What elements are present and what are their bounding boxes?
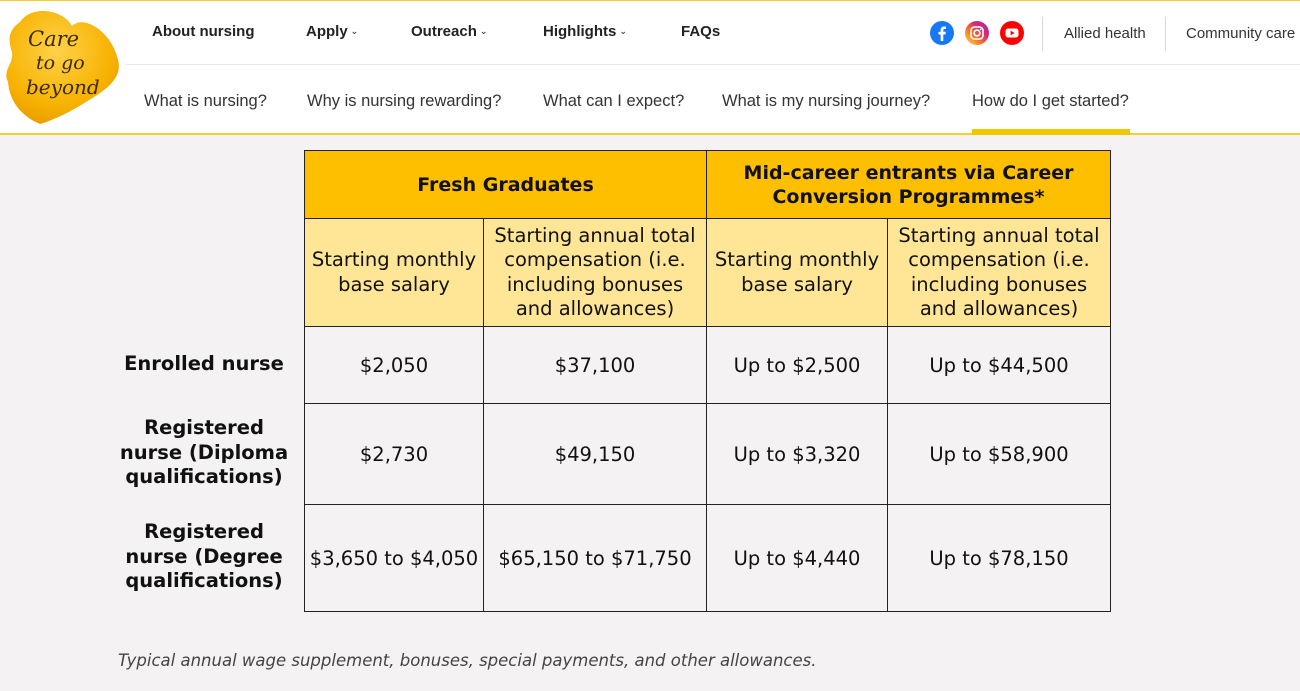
table-cell: $65,150 to $71,750 (484, 505, 707, 612)
nav-highlights-label: Highlights (543, 23, 617, 40)
table-cell: Up to $2,500 (707, 327, 888, 404)
table-cell: Up to $4,440 (707, 505, 888, 612)
nav-highlights[interactable] (543, 23, 627, 40)
nav-about-nursing[interactable] (152, 23, 254, 40)
nav-apply[interactable] (306, 23, 358, 40)
table-row (305, 327, 1111, 404)
mid-career-header: Mid-career entrants via Career Conversion Programmes* (707, 151, 1111, 219)
logo-text-line3: beyond (26, 75, 100, 99)
footnote-text: Typical annual wage supplement, bonuses, special payments, and other allowances. (118, 651, 817, 670)
subnav-nursing-journey[interactable]: What is my nursing journey? (722, 92, 931, 110)
community-care-link[interactable]: Community care (1186, 25, 1296, 42)
header-divider (126, 64, 1300, 65)
instagram-icon[interactable] (965, 21, 989, 45)
table-group-header-row (305, 151, 1111, 219)
subnav-what-is-nursing[interactable]: What is nursing? (144, 92, 267, 110)
header-separator (1165, 17, 1166, 51)
table-cell: $37,100 (484, 327, 707, 404)
header-separator (1042, 17, 1043, 51)
logo-text-line2: to go (36, 52, 85, 74)
table-subheader-row (305, 219, 1111, 327)
active-tab-indicator (972, 129, 1130, 135)
facebook-icon[interactable] (930, 21, 954, 45)
table-cell: $2,050 (305, 327, 484, 404)
table-cell: Up to $3,320 (707, 404, 888, 505)
table-cell: Up to $78,150 (888, 505, 1111, 612)
row-label-registered-nurse-degree: Registered nurse (Degree qualifications) (125, 520, 283, 592)
table-row (305, 404, 1111, 505)
fresh-graduates-header: Fresh Graduates (305, 151, 707, 219)
chevron-down-icon: ⌄ (479, 26, 488, 36)
table-cell: $3,650 to $4,050 (305, 505, 484, 612)
salary-table (304, 150, 1111, 612)
col-header-monthly: Starting monthly base salary (305, 219, 484, 327)
row-label-enrolled-nurse: Enrolled nurse (124, 352, 284, 375)
nav-apply-label: Apply (306, 23, 348, 40)
table-cell: $2,730 (305, 404, 484, 505)
site-header (0, 1, 1300, 135)
nav-outreach[interactable] (411, 23, 487, 40)
nav-about-label: About nursing (152, 23, 255, 40)
table-cell: $49,150 (484, 404, 707, 505)
chevron-down-icon: ⌄ (350, 26, 359, 36)
nav-outreach-label: Outreach (411, 23, 477, 40)
subnav-how-to-start[interactable]: How do I get started? (972, 92, 1129, 110)
subnav-what-to-expect[interactable]: What can I expect? (543, 92, 685, 110)
logo-text-line1: Care (28, 27, 80, 51)
col-header-annual: Starting annual total compensation (i.e. including bonuses and allowances) (888, 219, 1111, 327)
table-cell: Up to $58,900 (888, 404, 1111, 505)
nav-faqs[interactable] (681, 23, 720, 40)
chevron-down-icon: ⌄ (619, 26, 627, 36)
col-header-monthly: Starting monthly base salary (707, 219, 888, 327)
care-to-go-beyond-logo[interactable] (2, 8, 126, 126)
subnav-why-rewarding[interactable]: Why is nursing rewarding? (307, 92, 502, 110)
col-header-annual: Starting annual total compensation (i.e. including bonuses and allowances) (484, 219, 707, 327)
nav-faqs-label: FAQs (681, 23, 721, 40)
table-cell: Up to $44,500 (888, 327, 1111, 404)
table-row (305, 505, 1111, 612)
row-label-registered-nurse-diploma: Registered nurse (Diploma qualifications) (119, 416, 289, 488)
youtube-icon[interactable] (1000, 21, 1024, 45)
allied-health-link[interactable]: Allied health (1064, 25, 1146, 42)
